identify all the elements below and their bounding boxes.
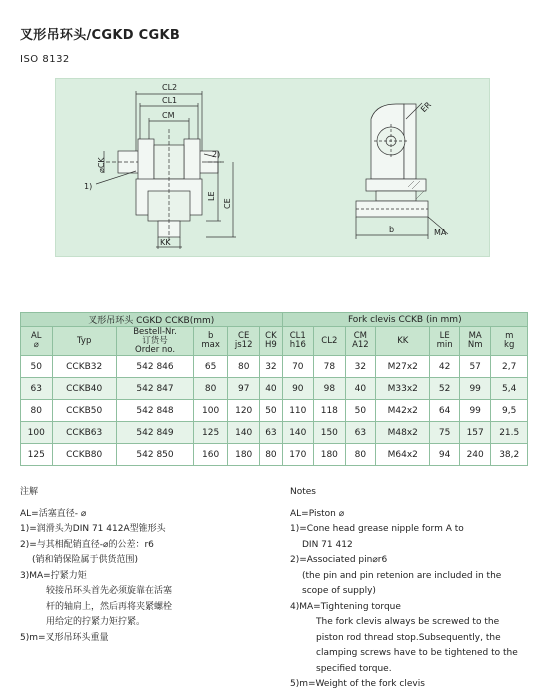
table-header-text: CM: [353, 331, 368, 341]
table-cell: 63: [345, 422, 376, 444]
table-cell: 78: [314, 356, 346, 378]
note-cn-line: 杆的轴肩上，然后再将夹紧螺栓: [46, 601, 173, 612]
note-cn-line: 5)m=叉形吊环头重量: [20, 632, 109, 643]
table-cell: 542 847: [116, 378, 193, 400]
table-cell: 5,4: [491, 378, 528, 400]
table-header-text: b: [207, 331, 214, 341]
table-cell: 160: [194, 444, 228, 466]
note-en-line: The fork clevis always be screwed to the: [316, 617, 500, 627]
table-header-text: js12: [234, 340, 253, 350]
page-title: 叉形吊环头/CGKD CGKB: [20, 28, 181, 43]
table-header-text: max: [201, 340, 220, 350]
table-row: [21, 444, 528, 466]
table-header-cell: [376, 327, 430, 356]
table-cell: 38,2: [491, 444, 528, 466]
table-header-cell: [116, 327, 193, 356]
table-cell: M48x2: [376, 422, 430, 444]
dim-er: ER: [419, 100, 433, 115]
dim-cl2: CL2: [162, 83, 178, 92]
table-cell: 240: [459, 444, 491, 466]
table-cell: 90: [282, 378, 314, 400]
table-header-cell: [260, 327, 282, 356]
table-header-text: m: [505, 331, 514, 341]
table-group-left: 叉形吊环头 CGKD CCKB(mm): [21, 313, 283, 327]
table-cell: 180: [314, 444, 346, 466]
table-cell: 57: [459, 356, 491, 378]
table-cell: CCKB80: [52, 444, 116, 466]
note-en-line: 5)m=Weight of the fork clevis: [290, 679, 425, 689]
note-cn-line: 3)MA=拧紧力矩: [20, 570, 87, 581]
table-header-text: 订货号: [142, 335, 168, 346]
table-header-text: Bestell-Nr.: [133, 326, 177, 337]
table-header-cell: [194, 327, 228, 356]
dim-kk: KK: [160, 238, 171, 247]
dim-cm: CM: [162, 111, 175, 120]
note-cn-line: (销和销保险属于供货范围): [32, 555, 139, 565]
table-cell: 170: [282, 444, 314, 466]
table-header-cell: [282, 327, 314, 356]
table-cell: 70: [282, 356, 314, 378]
table-cell: 21.5: [491, 422, 528, 444]
table-row: [21, 422, 528, 444]
table-header-text: ⌀: [33, 340, 39, 350]
table-header-cell: [430, 327, 460, 356]
table-header-cell: [314, 327, 346, 356]
table-header-cell: [491, 327, 528, 356]
note-en-line: 1)=Cone head grease nipple form A to: [290, 524, 464, 534]
table-cell: 42: [430, 356, 460, 378]
table-cell: 125: [194, 422, 228, 444]
table-cell: M64x2: [376, 444, 430, 466]
table-cell: 80: [194, 378, 228, 400]
note-2-marker: 2): [212, 150, 221, 159]
table-header-text: A12: [352, 340, 369, 350]
table-cell: CCKB32: [52, 356, 116, 378]
table-header-text: h16: [289, 340, 306, 350]
table-header-text: kg: [504, 340, 515, 350]
table-cell: 9,5: [491, 400, 528, 422]
table-cell: M33x2: [376, 378, 430, 400]
note-en-line: 2)=Associated pin⌀r6: [290, 555, 388, 565]
table-header-text: H9: [265, 340, 277, 350]
table-header-text: KK: [397, 335, 409, 346]
note-en-line: (the pin and pin retenion are included in the: [302, 570, 502, 581]
standard-label: ISO 8132: [20, 54, 70, 65]
dim-cl1: CL1: [162, 96, 178, 105]
notes-en-heading: Notes: [290, 487, 316, 497]
table-cell: 140: [228, 422, 260, 444]
table-cell: 2,7: [491, 356, 528, 378]
note-cn-line: 2)=与其相配销直径-⌀的公差：r6: [20, 539, 154, 550]
table-cell: 100: [21, 422, 53, 444]
table-header-text: Nm: [467, 340, 483, 350]
table-cell: CCKB40: [52, 378, 116, 400]
table-header-text: CE: [238, 331, 250, 341]
table-cell: 94: [430, 444, 460, 466]
table-cell: 63: [260, 422, 282, 444]
table-header-text: Order no.: [135, 344, 176, 355]
notes-chinese: [20, 485, 270, 646]
note-en-line: DIN 71 412: [302, 539, 353, 550]
table-cell: 99: [459, 378, 491, 400]
table-cell: CCKB50: [52, 400, 116, 422]
table-row: [21, 356, 528, 378]
notes-english: [290, 485, 540, 693]
table-cell: 40: [260, 378, 282, 400]
note-cn-line: 较接吊环头首先必须旋靠在活塞: [46, 586, 173, 596]
dim-ck: ⌀CK: [97, 157, 106, 173]
table-cell: 80: [21, 400, 53, 422]
table-header-row: [21, 327, 528, 356]
table-cell: 542 850: [116, 444, 193, 466]
table-cell: 99: [459, 400, 491, 422]
table-cell: 542 846: [116, 356, 193, 378]
table-cell: 542 849: [116, 422, 193, 444]
dim-ma: MA: [434, 228, 447, 237]
note-en-line: 4)MA=Tightening torque: [290, 601, 401, 612]
table-cell: CCKB63: [52, 422, 116, 444]
table-cell: 120: [228, 400, 260, 422]
table-cell: 157: [459, 422, 491, 444]
table-cell: 140: [282, 422, 314, 444]
table-cell: 150: [314, 422, 346, 444]
table-cell: M42x2: [376, 400, 430, 422]
note-cn-line: 1)=润滑头为DIN 71 412A型锥形头: [20, 524, 166, 534]
table-cell: 63: [21, 378, 53, 400]
table-cell: 50: [345, 400, 376, 422]
dim-b: b: [389, 225, 395, 234]
table-cell: 52: [430, 378, 460, 400]
table-group-right: Fork clevis CCKB (in mm): [282, 313, 527, 327]
table-row: [21, 378, 528, 400]
table-header-text: Typ: [77, 335, 92, 346]
table-cell: 97: [228, 378, 260, 400]
table-cell: 50: [260, 400, 282, 422]
table-header-cell: [21, 327, 53, 356]
note-en-line: AL=Piston ⌀: [290, 508, 345, 519]
table-cell: M27x2: [376, 356, 430, 378]
table-cell: 110: [282, 400, 314, 422]
table-header-text: CK: [265, 331, 277, 341]
table-cell: 98: [314, 378, 346, 400]
note-en-line: piston rod thread stop.Subsequently, the: [316, 632, 501, 643]
table-cell: 50: [21, 356, 53, 378]
clevis-drawing-svg: [56, 79, 489, 256]
technical-drawing: [55, 78, 490, 257]
table-cell: 80: [228, 356, 260, 378]
note-cn-line: AL=活塞直径- ⌀: [20, 508, 87, 519]
table-header-cell: [52, 327, 116, 356]
table-header-cell: [345, 327, 376, 356]
note-1-marker: 1): [84, 182, 93, 191]
table-cell: 100: [194, 400, 228, 422]
table-cell: 32: [260, 356, 282, 378]
table-header-cell: [459, 327, 491, 356]
table-header-text: MA: [468, 331, 482, 341]
table-cell: 32: [345, 356, 376, 378]
dim-ce: CE: [223, 198, 232, 209]
table-cell: 80: [260, 444, 282, 466]
table-cell: 64: [430, 400, 460, 422]
table-body: [21, 356, 528, 466]
note-en-line: specified torque.: [316, 663, 392, 674]
table-row: [21, 400, 528, 422]
table-cell: 80: [345, 444, 376, 466]
table-cell: 118: [314, 400, 346, 422]
table-cell: 40: [345, 378, 376, 400]
note-en-line: scope of supply): [302, 586, 376, 596]
notes-cn-heading: 注解: [20, 487, 39, 497]
table-header-text: CL1: [289, 331, 306, 341]
spec-table: [20, 312, 528, 466]
note-cn-line: 用给定的拧紧力矩拧紧。: [46, 617, 146, 627]
dim-le: LE: [207, 191, 216, 201]
table-cell: 125: [21, 444, 53, 466]
table-header-cell: [228, 327, 260, 356]
table-cell: 542 848: [116, 400, 193, 422]
table-header-text: LE: [439, 331, 450, 341]
table-header-text: CL2: [321, 335, 338, 346]
note-en-line: clamping screws have to be tightened to the: [316, 648, 518, 658]
table-cell: 180: [228, 444, 260, 466]
table-cell: 65: [194, 356, 228, 378]
table-cell: 75: [430, 422, 460, 444]
table-header-text: min: [436, 340, 453, 350]
table-header-text: AL: [30, 331, 42, 341]
